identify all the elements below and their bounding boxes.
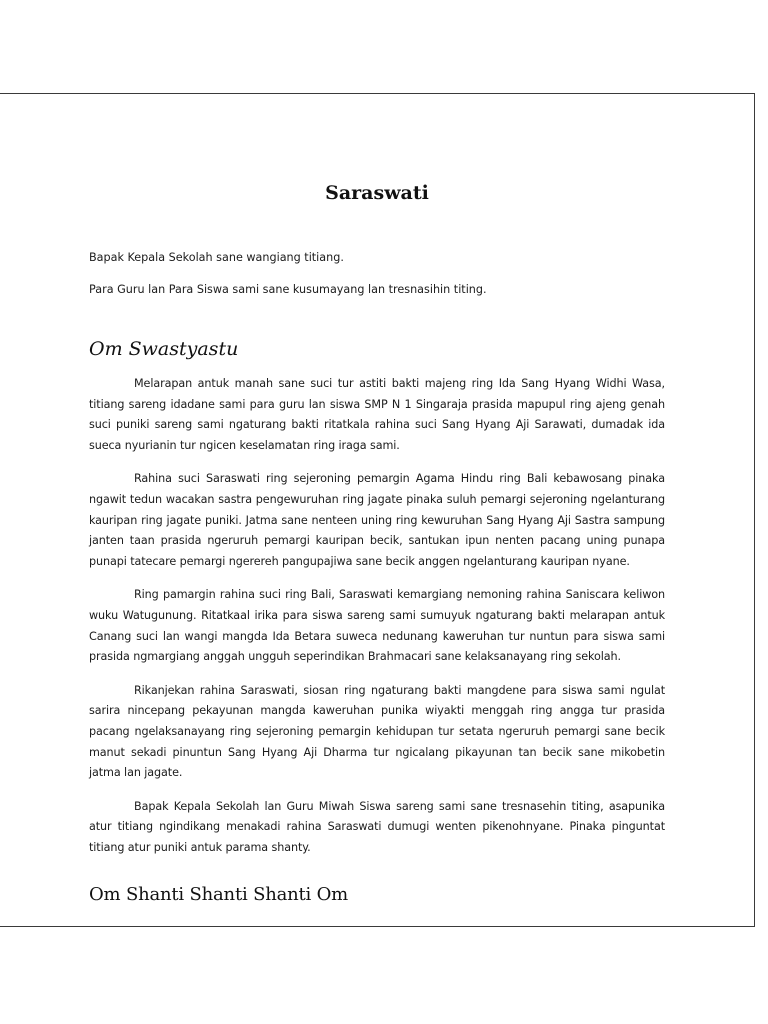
paragraph-2: Rahina suci Saraswati ring sejeroning pemargin Agama Hindu ring Bali kebawosang pinaka ngawit tedun wacakan sastra pengewuruhan ring jagate pinaka suluh pemargi sejeroning ngelanturang kauripan ring jagate puniki. Jatma sane nenteen uning ring kewuruhan Sang Hyang Aji Sastra sampung janten taan prasida ngeruruh pemargi kauripan becik, santukan ipun nenten pacang uning punapa punapi tatecare pemargi ngerereh pangupajiwa sane becik anggen ngelanturang kauripan nyane. xyxy=(89,472,665,568)
paragraph-5: Bapak Kepala Sekolah lan Guru Miwah Siswa sareng sami sane tresnasehin titing, asapunika atur titiang ngindikang menakadi rahina Saraswati dumugi wenten pikenohnyane. Pinaka pinguntat titiang atur puniki antuk parama shanty. xyxy=(89,799,665,854)
opening-salutation: Om Swastyastu xyxy=(89,338,239,360)
paragraph-3: Ring pamargin rahina suci ring Bali, Saraswati kemargiang nemoning rahina Saniscara keliwon wuku Watugunung. Ritatkaal irika para siswa sareng sami sumuyuk ngaturang bakti melarapan antuk Canang suci lan wangi mangda Ida Betara suweca nedunang kaweruhan tur nuntun para siswa sami prasida ngmargiang anggah ungguh seperindikan Brahmacari sane kelaksanayang ring sekolah. xyxy=(89,588,665,664)
greeting-line-2: Para Guru lan Para Siswa sami sane kusumayang lan tresnasihin titing. xyxy=(89,283,487,296)
document-title: Saraswati xyxy=(325,182,429,204)
document-page xyxy=(0,93,755,927)
paragraph-4: Rikanjekan rahina Saraswati, siosan ring ngaturang bakti mangdene para siswa sami ngulat sarira nincepang pekayunan mangda kaweruhan punika wiyakti menggah ring angga tur prasida pacang ngelaksanayang ring sejeroning pemargin kehidupan tur setata ngeruruh pemargi sane becik manut sekadi pinuntun Sang Hyang Aji Dharma tur ngicalang pikayunan tan becik sane mikobetin jatma lan jagate. xyxy=(89,683,665,780)
greeting-line-1: Bapak Kepala Sekolah sane wangiang titiang. xyxy=(89,251,344,264)
closing-salutation: Om Shanti Shanti Shanti Om xyxy=(89,884,349,905)
body-text xyxy=(89,374,665,871)
paragraph-1: Melarapan antuk manah sane suci tur astiti bakti majeng ring Ida Sang Hyang Widhi Wasa, titiang sareng idadane sami para guru lan siswa SMP N 1 Singaraja prasida mapupul ring ajeng genah suci puniki sareng sami ngaturang bakti ritatkala rahina suci Sang Hyang Aji Sarawati, dumadak ida sueca nyurianin tur ngicen keselamatan ring iraga sami. xyxy=(89,377,665,452)
